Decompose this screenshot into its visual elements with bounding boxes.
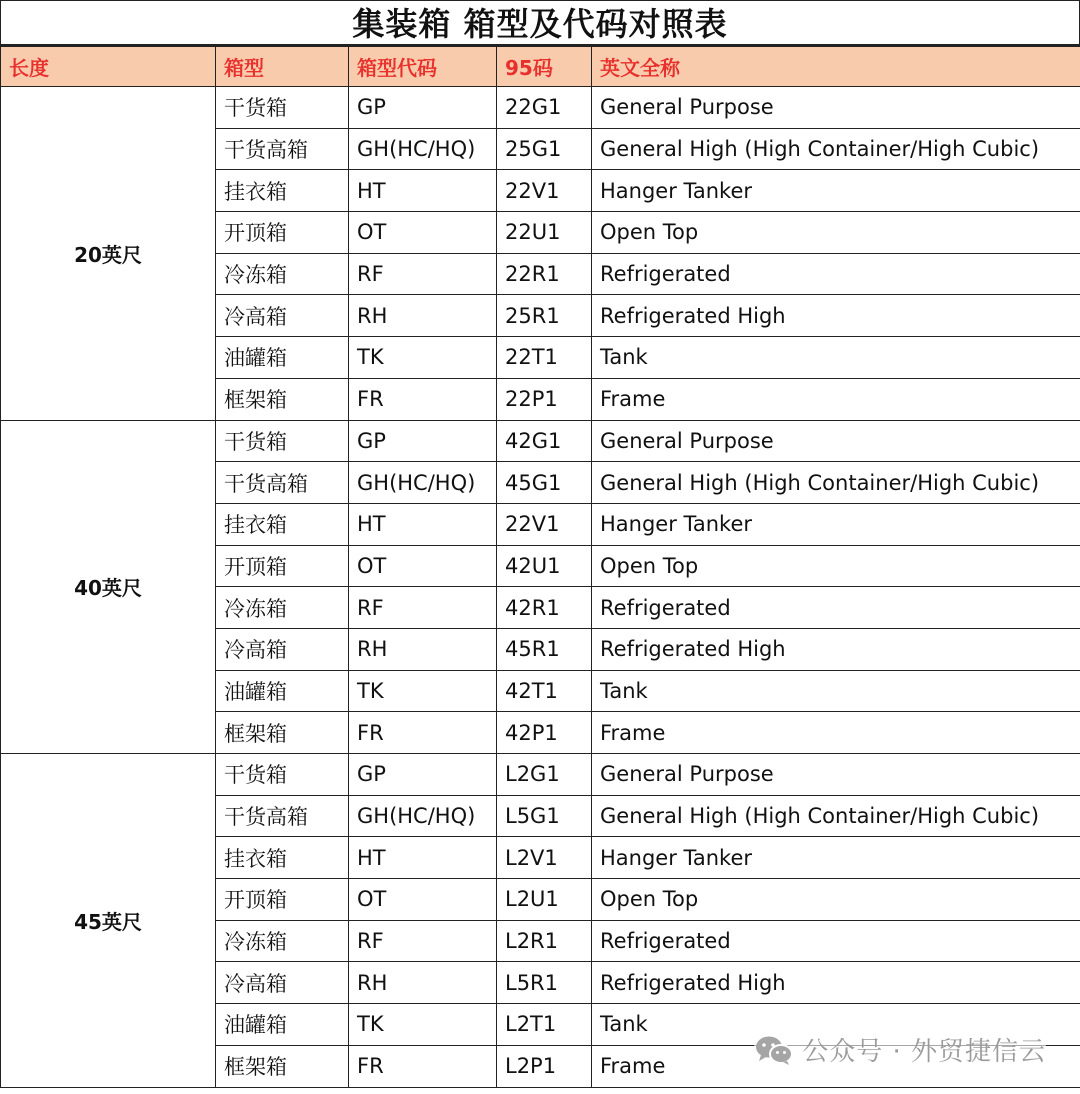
watermark [754, 1031, 1046, 1068]
type-cell: 框架箱 [216, 712, 349, 754]
95-code-cell: L2V1 [497, 837, 592, 879]
type-code-cell: TK [349, 337, 497, 379]
english-name-cell: Tank [592, 337, 1080, 379]
english-name-cell: Hanger Tanker [592, 837, 1080, 879]
type-cell: 干货箱 [216, 754, 349, 796]
english-name-cell: Refrigerated [592, 587, 1080, 629]
95-code-cell: 45R1 [497, 628, 592, 670]
english-name-cell: General Purpose [592, 754, 1080, 796]
table-row [1, 87, 1080, 129]
type-cell: 油罐箱 [216, 1004, 349, 1046]
english-name-cell: Refrigerated High [592, 295, 1080, 337]
type-code-cell: RF [349, 253, 497, 295]
type-code-cell: HT [349, 503, 497, 545]
header-english-name: 英文全称 [592, 47, 1080, 87]
type-cell: 油罐箱 [216, 337, 349, 379]
english-name-cell: Frame [592, 378, 1080, 420]
95-code-cell: 22G1 [497, 87, 592, 129]
95-code-cell: 22U1 [497, 212, 592, 254]
header-95-code: 95码 [497, 47, 592, 87]
type-code-cell: RH [349, 628, 497, 670]
type-code-cell: TK [349, 1004, 497, 1046]
table-row [1, 420, 1080, 462]
english-name-cell: General High (High Container/High Cubic) [592, 795, 1080, 837]
type-cell: 冷冻箱 [216, 920, 349, 962]
95-code-cell: 42U1 [497, 545, 592, 587]
type-cell: 干货高箱 [216, 462, 349, 504]
type-code-cell: GP [349, 754, 497, 796]
type-cell: 挂衣箱 [216, 170, 349, 212]
type-cell: 框架箱 [216, 378, 349, 420]
type-code-cell: OT [349, 212, 497, 254]
type-code-cell: RH [349, 962, 497, 1004]
english-name-cell: Open Top [592, 545, 1080, 587]
95-code-cell: 25G1 [497, 128, 592, 170]
english-name-cell: General Purpose [592, 420, 1080, 462]
type-cell: 开顶箱 [216, 879, 349, 921]
type-cell: 开顶箱 [216, 545, 349, 587]
type-cell: 挂衣箱 [216, 503, 349, 545]
95-code-cell: 22V1 [497, 503, 592, 545]
table-body [1, 87, 1080, 1088]
english-name-cell: General High (High Container/High Cubic) [592, 462, 1080, 504]
95-code-cell: 25R1 [497, 295, 592, 337]
type-code-cell: GP [349, 87, 497, 129]
header-length: 长度 [1, 47, 216, 87]
type-cell: 挂衣箱 [216, 837, 349, 879]
95-code-cell: 22T1 [497, 337, 592, 379]
english-name-cell: Refrigerated [592, 920, 1080, 962]
95-code-cell: L5G1 [497, 795, 592, 837]
type-cell: 冷冻箱 [216, 587, 349, 629]
code-table [0, 46, 1080, 1088]
95-code-cell: L2U1 [497, 879, 592, 921]
length-cell: 40英尺 [1, 420, 216, 754]
type-cell: 开顶箱 [216, 212, 349, 254]
type-cell: 干货箱 [216, 420, 349, 462]
type-code-cell: GH(HC/HQ) [349, 128, 497, 170]
95-code-cell: L2P1 [497, 1045, 592, 1087]
95-code-cell: 42P1 [497, 712, 592, 754]
type-cell: 冷冻箱 [216, 253, 349, 295]
watermark-text: 公众号 · 外贸捷信云 [802, 1037, 1046, 1067]
type-code-cell: RH [349, 295, 497, 337]
95-code-cell: 22R1 [497, 253, 592, 295]
length-cell: 45英尺 [1, 754, 216, 1088]
95-code-cell: L5R1 [497, 962, 592, 1004]
type-code-cell: FR [349, 378, 497, 420]
type-code-cell: GH(HC/HQ) [349, 795, 497, 837]
95-code-cell: 42T1 [497, 670, 592, 712]
type-cell: 冷高箱 [216, 962, 349, 1004]
95-code-cell: 45G1 [497, 462, 592, 504]
english-name-cell: Open Top [592, 879, 1080, 921]
type-cell: 油罐箱 [216, 670, 349, 712]
english-name-cell: Hanger Tanker [592, 503, 1080, 545]
header-type: 箱型 [216, 47, 349, 87]
type-cell: 干货高箱 [216, 795, 349, 837]
type-code-cell: FR [349, 712, 497, 754]
table-row [1, 754, 1080, 796]
type-cell: 干货高箱 [216, 128, 349, 170]
english-name-cell: Refrigerated High [592, 962, 1080, 1004]
english-name-cell: Tank [592, 670, 1080, 712]
english-name-cell: General High (High Container/High Cubic) [592, 128, 1080, 170]
type-code-cell: HT [349, 170, 497, 212]
type-cell: 冷高箱 [216, 295, 349, 337]
type-code-cell: OT [349, 545, 497, 587]
length-cell: 20英尺 [1, 87, 216, 421]
95-code-cell: 22P1 [497, 378, 592, 420]
type-code-cell: HT [349, 837, 497, 879]
type-cell: 冷高箱 [216, 628, 349, 670]
wechat-icon [754, 1034, 794, 1066]
95-code-cell: 22V1 [497, 170, 592, 212]
type-cell: 干货箱 [216, 87, 349, 129]
english-name-cell: Refrigerated High [592, 628, 1080, 670]
english-name-cell: Hanger Tanker [592, 170, 1080, 212]
type-cell: 框架箱 [216, 1045, 349, 1087]
95-code-cell: L2G1 [497, 754, 592, 796]
header-type-code: 箱型代码 [349, 47, 497, 87]
english-name-cell: General Purpose [592, 87, 1080, 129]
95-code-cell: L2R1 [497, 920, 592, 962]
type-code-cell: TK [349, 670, 497, 712]
english-name-cell: Frame [592, 1045, 1080, 1087]
english-name-cell: Tank [592, 1004, 1080, 1046]
header-row [1, 47, 1080, 87]
95-code-cell: L2T1 [497, 1004, 592, 1046]
english-name-cell: Refrigerated [592, 253, 1080, 295]
type-code-cell: RF [349, 587, 497, 629]
type-code-cell: RF [349, 920, 497, 962]
type-code-cell: FR [349, 1045, 497, 1087]
english-name-cell: Frame [592, 712, 1080, 754]
95-code-cell: 42G1 [497, 420, 592, 462]
type-code-cell: OT [349, 879, 497, 921]
type-code-cell: GP [349, 420, 497, 462]
95-code-cell: 42R1 [497, 587, 592, 629]
english-name-cell: Open Top [592, 212, 1080, 254]
type-code-cell: GH(HC/HQ) [349, 462, 497, 504]
page-title: 集装箱 箱型及代码对照表 [0, 0, 1080, 46]
